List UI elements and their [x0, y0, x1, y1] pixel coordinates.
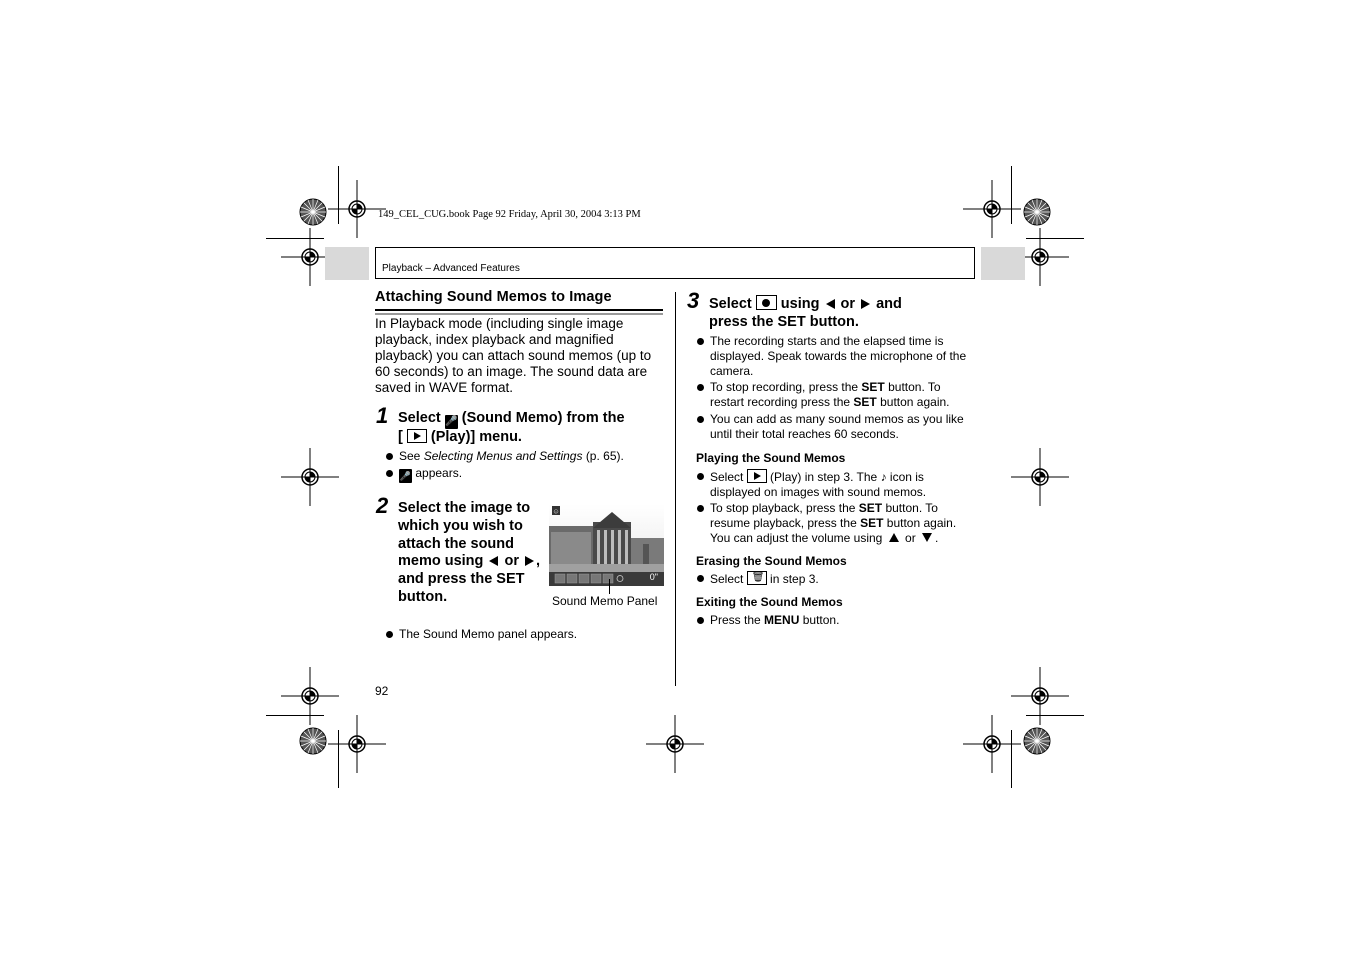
- running-header: [375, 247, 975, 279]
- playing-heading: Playing the Sound Memos: [696, 451, 846, 465]
- sound-memo-icon: 🎤: [399, 471, 412, 481]
- left-arrow-icon: [489, 556, 498, 566]
- section-title: Attaching Sound Memos to Image: [375, 289, 612, 305]
- step-2-number: 2: [376, 493, 389, 518]
- step-1-bullet-2: 🎤 appears.: [386, 466, 666, 483]
- left-tab: [325, 247, 369, 280]
- up-arrow-icon: [889, 533, 899, 542]
- step-3-number: 3: [687, 288, 700, 313]
- title-rule: [375, 309, 663, 311]
- erase-icon: 🗑: [747, 571, 767, 585]
- sound-memo-panel-photo: [549, 504, 664, 586]
- right-arrow-icon: [525, 556, 534, 566]
- step-1-bullet-1: See Selecting Menus and Settings (p. 65).: [386, 449, 666, 464]
- play-icon: [747, 469, 767, 483]
- intro-paragraph: In Playback mode (including single image playback, index playback and magnified playback) you can attach sound memos (up to 60 seconds) to an image. The sound data are saved in WAVE format.: [375, 316, 652, 395]
- right-tab: [981, 247, 1025, 280]
- svg-text:☺: ☺: [552, 508, 560, 516]
- caption-leader-line: [609, 579, 610, 594]
- record-icon: [756, 295, 777, 310]
- erasing-heading: Erasing the Sound Memos: [696, 554, 847, 568]
- step-3-bullet-1: The recording starts and the elapsed time is displayed. Speak towards the microphone of the camera.: [697, 334, 972, 378]
- music-note-icon: ♪: [880, 470, 887, 484]
- step-3-bullet-3: You can add as many sound memos as you like until their total reaches 60 seconds.: [697, 412, 972, 442]
- step-2-bullet-1: The Sound Memo panel appears.: [386, 627, 666, 642]
- column-divider: [675, 292, 676, 686]
- play-icon: [407, 429, 427, 443]
- step-3-bullet-2: To stop recording, press the SET button. To restart recording press the SET button again.: [697, 380, 972, 410]
- breadcrumb: Playback – Advanced Features: [382, 263, 520, 274]
- exiting-heading: Exiting the Sound Memos: [696, 595, 843, 609]
- panel-counter: 0": [649, 572, 658, 582]
- playing-bullet-1: Select (Play) in step 3. The ♪ icon is displayed on images with sound memos.: [697, 469, 972, 500]
- step-3-text: Select using or and press the SET button.: [709, 296, 902, 330]
- exiting-bullet-1: Press the MENU button.: [697, 613, 972, 628]
- page-number: 92: [375, 684, 389, 698]
- step-1-text: Select 🎤 (Sound Memo) from the [ (Play)] menu.: [398, 410, 625, 445]
- erasing-bullet-1: Select 🗑 in step 3.: [697, 571, 972, 587]
- building-photo: [549, 504, 664, 586]
- down-arrow-icon: [922, 533, 932, 542]
- book-meta: 149_CEL_CUG.book Page 92 Friday, April 30, 2004 3:13 PM: [378, 209, 641, 220]
- title-rule-shadow: [375, 313, 663, 315]
- left-arrow-icon: [826, 299, 835, 309]
- right-arrow-icon: [861, 299, 870, 309]
- playing-bullet-2: To stop playback, press the SET button. To resume playback, press the SET button again. You can adjust the volume using or .: [697, 501, 972, 545]
- step-1-number: 1: [376, 403, 389, 428]
- step-2-text: Select the image to which you wish to attach the sound memo using or , and press the SET button.: [398, 500, 541, 605]
- sound-memo-icon: 🎤: [445, 416, 458, 427]
- photo-caption: Sound Memo Panel: [552, 594, 658, 608]
